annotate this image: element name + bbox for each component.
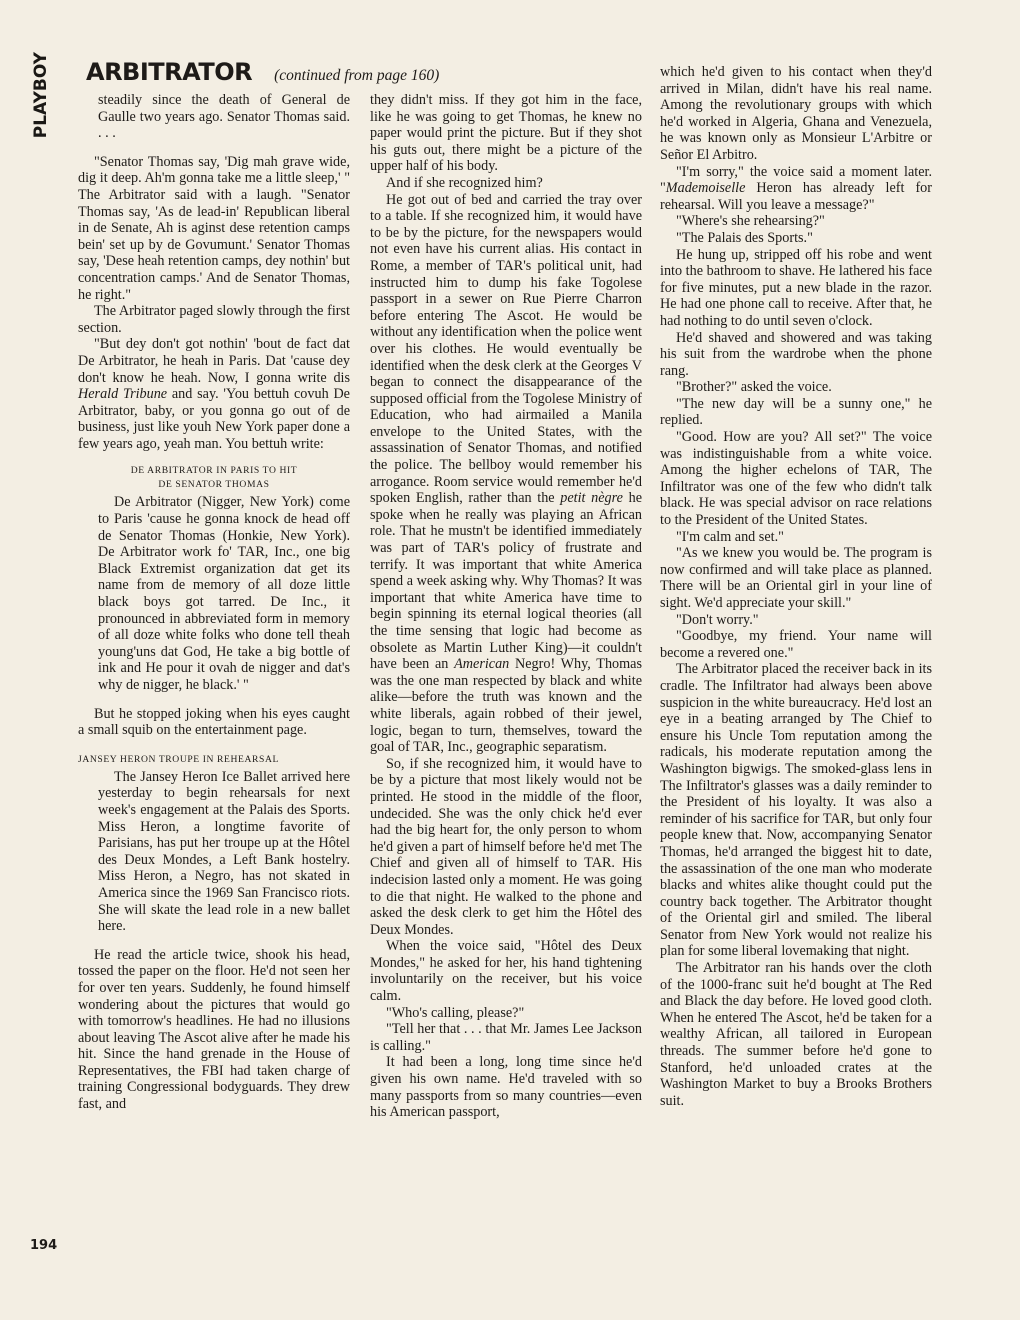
paragraph: The Jansey Heron Ice Ballet arrived here yesterday to begin rehearsals for next week's engagement at the Palais des Sports. Miss Heron, a longtime favorite of Parisians, has put her troupe up at the Hôtel des Deux Mondes, a Left Bank hostelry. Miss Heron, a Negro, has not skated in America since the 1969 San Francisco riots. She will skate the lead role in a new ballet here.: [98, 768, 350, 935]
paragraph: It had been a long, long time since he'd given his own name. He'd traveled with so many passports from so many countries—even his American passport,: [370, 1054, 642, 1121]
paragraph: He hung up, stripped off his robe and went into the bathroom to shave. He lathered his face for five minutes, put a new blade in the razor. He had one phone call to receive. After that, he had nothing to do until seven o'clock.: [660, 246, 932, 329]
paragraph: But he stopped joking when his eyes caught a small squib on the entertainment page.: [78, 705, 350, 739]
column-1: [78, 92, 350, 1113]
paragraph: De Arbitrator (Nigger, New York) come to Paris 'cause he gonna knock de head off de Senator Thomas (Honkie, New York). De Arbitrator work fo' TAR, Inc., one big Black Extremist organization dat get its name from de memory of all doze little black boys got tarred. De Inc., it pronounced in abbreviated form in memory of all doze white folks who done tell theah young'uns dat God, He take a big bottle of ink and He pour it ovah de nigger and dat's why de nigger, he black.' ": [98, 494, 350, 693]
paragraph: "Tell her that . . . that Mr. James Lee Jackson is calling.": [370, 1021, 642, 1054]
paragraph: "I'm sorry," the voice said a moment later. "Mademoiselle Heron has already left for rehearsal. Will you leave a message?": [660, 163, 932, 213]
paragraph: "Senator Thomas say, 'Dig mah grave wide, dig it deep. Ah'm gonna take me a little sleep,' " The Arbitrator said with a laugh. "Senator Thomas say, 'As de lead-in' Republican liberal in de Senate, Ah is aginst dese retention camps bein' set up by de Govumunt.' Senator Thomas say, 'Dese heah retention camps, dey nothin' but concentration camps.' And de Senator Thomas, he right.": [78, 153, 350, 303]
paragraph: "Don't worry.": [676, 611, 759, 628]
paragraph: "I'm calm and set.": [676, 528, 784, 545]
article-header: [86, 58, 646, 90]
inset-headline: DE ARBITRATOR IN PARIS TO HIT DE SENATOR THOMAS: [130, 465, 298, 491]
page-number: 194: [30, 1238, 58, 1253]
paragraph: they didn't miss. If they got him in the face, like he was going to get Thomas, he knew no paper would print the picture. But if they shot his guts out, there might be a picture of the upper half of his body.: [370, 92, 642, 175]
article-title: ARBITRATOR: [86, 58, 253, 86]
paragraph: "The new day will be a sunny one," he replied.: [660, 395, 932, 429]
paragraph: "But dey don't got nothin' 'bout de fact dat De Arbitrator, he heah in Paris. Dat 'cause dey don't know he heah. Now, I gonna write dis Herald Tribune and say. 'You bettuh covuh De Arbitrator, baby, or you gonna go out of de business, just like youh New York paper done a few years ago, yeah man. You bettuh write:: [78, 336, 350, 452]
paragraph: "The Palais des Sports.": [676, 229, 813, 246]
paragraph: The Arbitrator paged slowly through the first section.: [78, 303, 350, 336]
paragraph: The Arbitrator ran his hands over the cloth of the 1000-franc suit he'd bought at The Red and Black the day before. He loved good cloth. When he entered The Ascot, he'd be taken for a wealthy African, all tailored in European threads. The summer before he'd gone to Stanford, he'd unloaded crates at the Washington Market to buy a Brooks Brothers suit.: [660, 960, 932, 1109]
paragraph: which he'd given to his contact when they'd arrived in Milan, didn't have his real name. Among the revolutionary groups with which he'd worked in Algeria, Ghana and Venezuela, he was known only as Monsieur L'Arbitre or Señor El Arbitro.: [660, 64, 932, 163]
inset-article: [78, 494, 350, 693]
paragraph: So, if she recognized him, it would have to be by a picture that most likely would not be printed. He stood in the middle of the floor, undecided. She was the only chick he'd ever had the big heart for, the only person to whom he'd given a part of himself before he'd met The Chief and given all of himself to TAR. His indecision lasted only a moment. He was going to die that night. He walked to the phone and asked the desk clerk to get him the Hôtel des Deux Mondes.: [370, 755, 642, 938]
column-3: [660, 64, 932, 1109]
paragraph: "As we knew you would be. The program is now confirmed and will take place as planned. There will be an Oriental girl in your line of sight. We'd appreciate your skill.": [660, 545, 932, 611]
quoted-article-continuation: [78, 92, 350, 142]
paragraph: "Brother?" asked the voice.: [676, 379, 832, 396]
paragraph: He got out of bed and carried the tray over to a table. If she recognized him, it would have to be by the picture, for the newspapers would not even have his current alias. His contact in Rome, a member of TAR's political unit, had instructed him to dump his fake Togolese passport in a sewer on Rue Pierre Charron before entering The Ascot. He would be without any identification when the police went over his clothes. He would eventually be identified when the desk clerk at the Georges V began to connect the disappearance of the supposed official from the Togolese Ministry of Education, who had airmailed a Manila envelope to the United States, with the assassination of Senator Thomas, and notified the police. The bellboy would remember his arrogance. Room service would remember he'd spoken English, rather than the petit nègre he spoke when he really was playing an African role. That he mustn't be identified immediately was part of TAR's policy of frustrate and terrify. It was important that white America spend a week asking why. Why Thomas? It was important that white America have time to begin spinning its eternal logical theories (all the time sensing that logic had become as obsolete as Martin Luther King)—it couldn't have been an American Negro! Why, Thomas was the one man respected by black and white alike—before the truth was known and the white liberals, again robbed of their jewel, logic, began to turn, themselves, toward the goal of TAR, Inc., geographic separatism.: [370, 191, 642, 756]
paragraph: When the voice said, "Hôtel des Deux Mondes," he asked for her, his hand tightening involuntarily on the receiver, but his voice calm.: [370, 938, 642, 1005]
paragraph: He read the article twice, shook his head, tossed the paper on the floor. He'd not seen her for over ten years. Suddenly, he found himself wondering about the pictures that would go with tomorrow's headlines. He had no illusions about leaving The Ascot alive after he made his hit. Since the hand grenade in the House of Representatives, the FBI had taken charge of training Congressional bodyguards. They drew fast, and: [78, 946, 350, 1113]
paragraph: steadily since the death of General de Gaulle two years ago. Senator Thomas said. . . .: [98, 92, 350, 142]
column-2: [370, 92, 642, 1121]
inset-headline: JANSEY HERON TROUPE IN REHEARSAL: [78, 753, 279, 765]
continued-note: (continued from page 160): [274, 67, 440, 84]
paragraph: "Good. How are you? All set?" The voice was indistinguishable from a white voice. Among the higher echelons of TAR, The Infiltrator was one of the few who didn't talk black. He was special advisor on race relations to the President of the United States.: [660, 429, 932, 529]
paragraph: The Arbitrator placed the receiver back in its cradle. The Infiltrator had always been above suspicion in the white bureaucracy. He'd lost an eye in a beating arranged by The Chief to ensure his Uncle Tom reputation among the radicals, his moderate reputation among the Washington bigwigs. The smoked-glass lens in The Infiltrator's glasses was a daily reminder to the President of his loyalty. It was also a reminder of his sacrifice for TAR, but only four people knew that. Now, accompanying Senator Thomas, he'd arranged the biggest hit to date, the assassination of the one man who moderate blacks and whites alike thought could put the country back together. The Arbitrator thought of the Oriental girl and smiled. The liberal Senator from New York would not realize his plan for some liberal lovemaking that night.: [660, 661, 932, 960]
paragraph: "Who's calling, please?": [386, 1004, 525, 1021]
paragraph: "Where's she rehearsing?": [676, 213, 825, 230]
paragraph: And if she recognized him?: [386, 174, 543, 191]
paragraph: "Goodbye, my friend. Your name will become a revered one.": [660, 628, 932, 661]
paragraph: He'd shaved and showered and was taking his suit from the wardrobe when the phone rang.: [660, 329, 932, 379]
inset-article: [78, 769, 350, 935]
magazine-masthead: PLAYBOY: [31, 52, 51, 139]
